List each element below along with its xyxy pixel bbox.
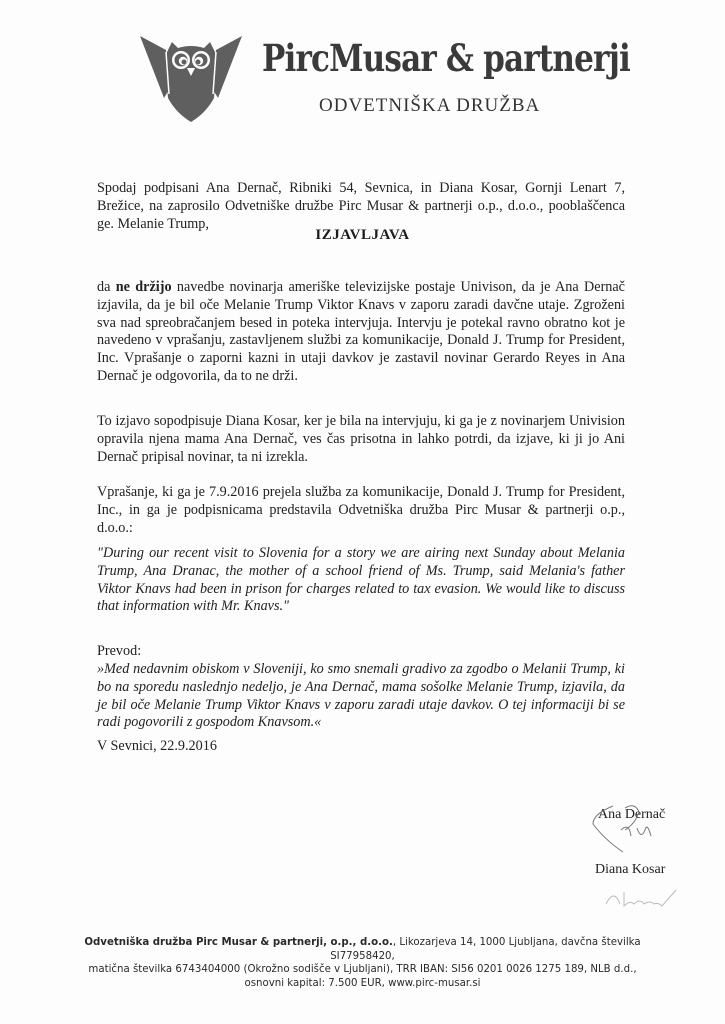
signature-name-diana: Diana Kosar: [595, 862, 666, 877]
handwritten-signature-ana: [585, 800, 675, 855]
footer-firm-name: Odvetniška družba Pirc Musar & partnerji, o.p., d.o.o.: [84, 937, 393, 948]
statement-heading: IZJAVLJAVA: [315, 227, 410, 243]
cosign-paragraph: To izjavo sopodpisuje Diana Kosar, ker je bila na intervjuju, ki ga je z novinarjem Univision opravila njena mama Ana Dernač, ves čas prisotna in lahko potrdi, da izjave, ki ji jo Ani Dernač pripisal novinar, ta ni izrekla.: [97, 413, 625, 465]
place-date: V Sevnici, 22.9.2016: [97, 738, 217, 754]
english-quote: "During our recent visit to Slovenia for a story we are airing next Sunday about Melania Trump, Ana Dranac, the mother of a school friend of Ms. Trump, said Melania's father Viktor Knavs had been in prison for charges related to tax evasion. We would like to discuss that information with Mr. Knavs.": [97, 545, 625, 615]
statement-emphasis: ne držijo: [115, 279, 172, 295]
footer-address: , Likozarjeva 14, 1000 Ljubljana, davčna številka SI77958420,: [330, 937, 641, 962]
translation-label: Prevod:: [97, 643, 142, 659]
footer-line-1: [60, 936, 665, 963]
firm-name: PircMusar & partnerji: [262, 36, 630, 80]
intro-paragraph: Spodaj podpisani Ana Dernač, Ribniki 54, Sevnica, in Diana Kosar, Gornji Lenart 7, Brežice, na zaprosilo Odvetniške družbe Pirc Musar & partnerji o.p., d.o.o., pooblaščenca ge. Melanie Trump,: [97, 180, 625, 232]
translation-text: »Med nedavnim obiskom v Sloveniji, ko smo snemali gradivo za zgodbo o Melanii Trump, ki bo na sporedu naslednjo nedeljo, je Ana Dernač, mama sošolke Melanie Trump, izjavila, da je bil oče Melanie Trump Viktor Knavs v zaporu zaradi utaje davkov. O tej informaciji bi se radi pogovorili z gospodom Knavsom.«: [97, 661, 625, 731]
firm-subtitle: ODVETNIŠKA DRUŽBA: [319, 95, 541, 116]
signature-name-ana: Ana Dernač: [598, 807, 666, 822]
footer-line-3: osnovni kapital: 7.500 EUR, www.pirc-musar.si: [244, 977, 481, 989]
owl-logo-icon: [136, 28, 246, 123]
statement-body: navedbe novinarja ameriške televizijske postaje Univison, da je Ana Dernač izjavila, da je bil oče Melanie Trump Viktor Knavs v zaporu zaradi davčne utaje. Zgroženi sva nad spreobračanjem besed in poteka intervjuja. Intervju je potekal ravno obratno kot je navedeno v vprašanju, zastavljenem službi za komunikacije, Donald J. Trump for President, Inc. Vprašanje o zaporni kazni in utaji davkov je zastavil novinar Gerardo Reyes in Ana Dernač je odgovorila, da to ne drži.: [97, 279, 625, 384]
statement-paragraph: [97, 279, 625, 386]
letterhead-footer: [60, 936, 665, 990]
statement-lead: da: [97, 279, 116, 295]
handwritten-signature-diana: [600, 882, 680, 912]
footer-line-2: matična številka 6743404000 (Okrožno sodišče v Ljubljani), TRR IBAN: SI56 0201 0026 1275 189, NLB d.d.,: [88, 964, 637, 976]
question-intro-paragraph: Vprašanje, ki ga je 7.9.2016 prejela služba za komunikacije, Donald J. Trump for President, Inc., in ga je podpisnicama predstavila Odvetniška družba Pirc Musar & partnerji o.p., d.o.o.:: [97, 484, 625, 536]
